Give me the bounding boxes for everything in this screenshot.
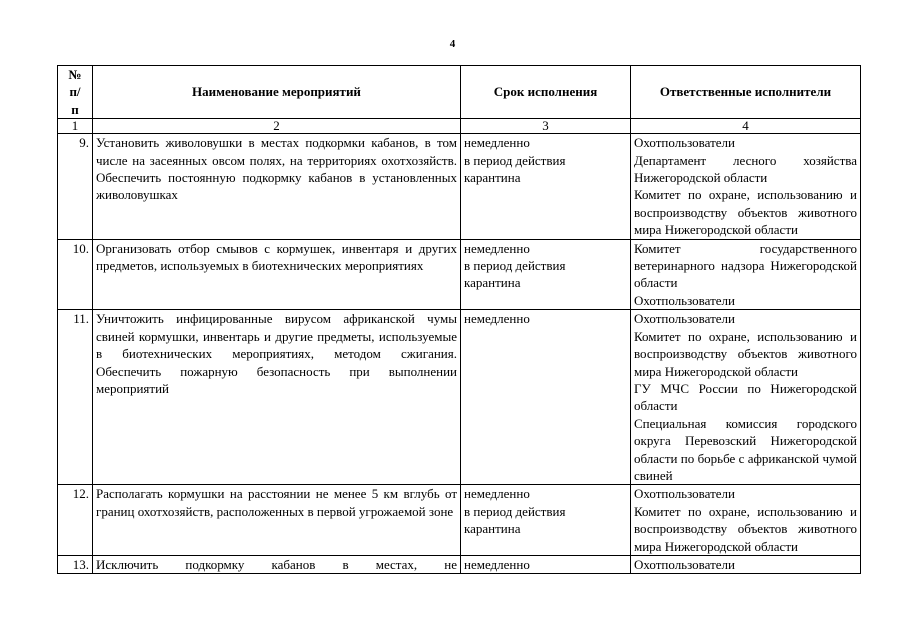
executor: Охотпользователи [634,311,735,327]
deadline-line: карантина [464,275,521,291]
deadline-line: в период действия [464,503,566,519]
deadline-line: в период действия [464,258,566,274]
row-number: 13. [58,555,93,573]
row-number: 11. [58,310,93,485]
action-text: Организовать отбор смывов с кормушек, инвентаря и других предметов, используемых в биотехнических мероприятиях [93,239,461,310]
header-number: № п/п [58,66,93,119]
column-number: 4 [631,119,861,134]
deadline-line: карантина [464,170,521,186]
executors-cell [631,555,861,573]
column-number: 3 [461,119,631,134]
action-text: Исключить подкормку кабанов в местах, не [96,556,457,572]
executor: Комитет по охране, использованию и воспроизводству объектов животного мира Нижегородской области [634,328,857,379]
table-row [58,310,861,485]
executor: Охотпользователи [634,486,735,502]
row-number: 10. [58,239,93,310]
table-row [58,239,861,310]
action-cell [93,555,461,573]
executor: Департамент лесного хозяйства Нижегородской области [634,152,857,186]
header-executors: Ответственные исполнители [631,66,861,119]
column-number: 1 [58,119,93,134]
deadline-cell [461,485,631,556]
header-action: Наименование мероприятий [93,66,461,119]
table-row [58,134,861,239]
table-row [58,555,861,573]
executor: ГУ МЧС России по Нижегородской области [634,380,857,414]
deadline-cell [461,239,631,310]
action-text: Уничтожить инфицированные вирусом африканской чумы свиней кормушки, инвентарь и другие предметы, используемые в биотехнических мероприятиях, методом сжигания. Обеспечить пожарную безопасность при выполнении мероприятий [93,310,461,485]
deadline-line: немедленно [464,556,530,572]
deadline-line: немедленно [464,240,530,256]
column-number: 2 [93,119,461,134]
measures-table [57,65,861,574]
executor: Комитет по охране, использованию и воспроизводству объектов животного мира Нижегородской области [634,503,857,554]
executors-cell [631,310,861,485]
row-number: 12. [58,485,93,556]
deadline-cell [461,555,631,573]
executor: Охотпользователи [634,135,735,151]
deadline-line: немедленно [464,135,530,151]
executors-cell [631,485,861,556]
executors-cell [631,134,861,239]
executor: Специальная комиссия городского округа Перевозский Нижегородской области по борьбе с африканской чумой свиней [634,415,857,483]
executor: Охотпользователи [634,556,735,572]
row-number: 9. [58,134,93,239]
deadline-line: карантина [464,521,521,537]
executor: Охотпользователи [634,292,735,308]
column-number-row [58,119,861,134]
deadline-cell [461,310,631,485]
executor: Комитет по охране, использованию и воспроизводству объектов животного мира Нижегородской области [634,187,857,238]
header-row [58,66,861,119]
header-deadline: Срок исполнения [461,66,631,119]
deadline-cell [461,134,631,239]
deadline-line: немедленно [464,486,530,502]
deadline-line: в период действия [464,152,566,168]
executors-cell [631,239,861,310]
action-text: Установить живоловушки в местах подкормки кабанов, в том числе на засеянных овсом полях, на территориях охотхозяйств. Обеспечить постоянную подкормку кабанов в установленных живоловушках [93,134,461,239]
executor: Комитет государственного ветеринарного надзора Нижегородской области [634,240,857,291]
table-row [58,485,861,556]
page-number: 4 [449,38,456,50]
action-text: Располагать кормушки на расстоянии не менее 5 км вглубь от границ охотхозяйств, расположенных в первой угрожаемой зоне [93,485,461,556]
deadline-line: немедленно [464,311,530,327]
